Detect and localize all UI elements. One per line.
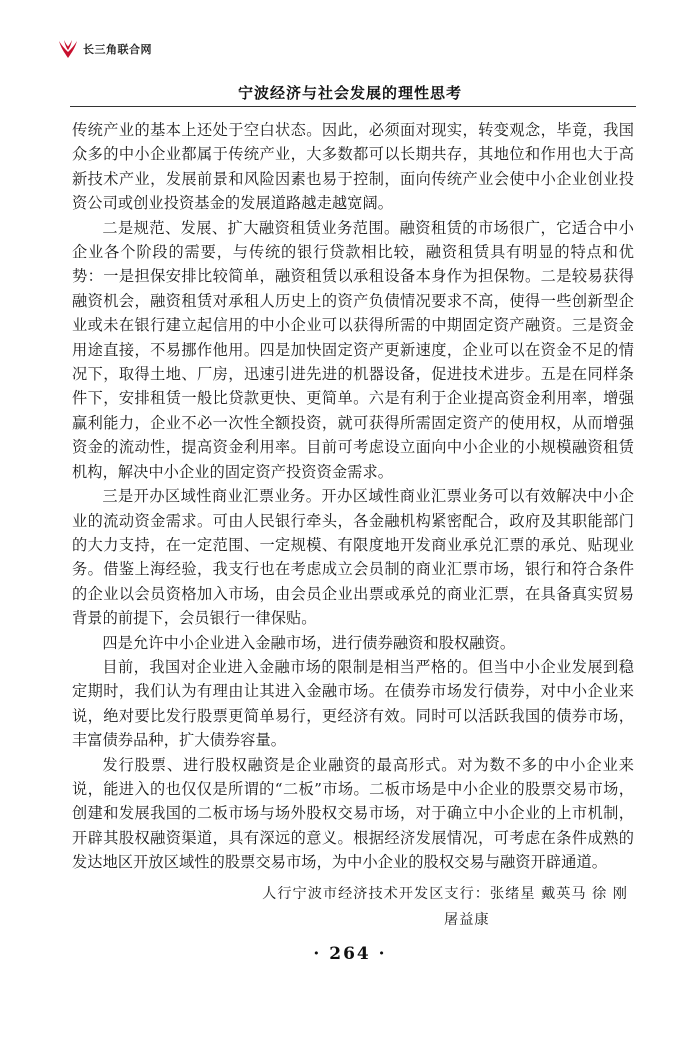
author-signature-continued: 屠益康 (444, 911, 490, 928)
paragraph: 四是允许中小企业进入金融市场，进行债券融资和股权融资。 (102, 633, 516, 652)
header-divider (70, 106, 636, 107)
paragraph: 二是规范、发展、扩大融资租赁业务范围。融资租赁的市场很广，它适合中小企业各个阶段的需要，与传统的银行贷款相比较，融资租赁具有明显的特点和优势：一是担保安排比较简单，融资租赁以承租设备本身作为担保物。二是较易获得融资机会，融资租赁对承租人历史上的资产负债情况要求不高，使得一些创新型企业或未在银行建立起信用的中小企业可以获得所需的中期固定资产融资。三是资金用途直接，不易挪作他用。四是加快固定资产更新速度，企业可以在资金不足的情况下，取得土地、厂房，迅速引进先进的机器设备，促进技术进步。五是在同样条件下，安排租赁一般比贷款更快、更简单。六是有利于企业提高资金利用率，增强赢利能力，企业不必一次性全额投资，就可获得所需固定资产的使用权，从而增强资金的流动性，提高资金利用率。目前可考虑设立面向中小企业的小规模融资租赁机构，解决中小企业的固定资产投资资金需求。 (72, 218, 634, 481)
running-header-title: 宁波经济与社会发展的理性思考 (237, 84, 462, 102)
paragraph: 发行股票、进行股权融资是企业融资的最高形式。对为数不多的中小企业来说，能进入的也仅仅是所谓的“二板”市场。二板市场是中小企业的股票交易市场，创建和发展我国的二板市场与场外股权交易市场，对于确立中小企业的上市机制，开辟其股权融资渠道，具有深远的意义。根据经济发展情况，可考虑在条件成熟的发达地区开放区域性的股票交易市场，为中小企业的股权交易与融资开辟通道。 (72, 755, 634, 872)
site-logo (57, 38, 152, 60)
article-body (72, 118, 634, 933)
three-delta-logo-icon (57, 38, 79, 60)
logo-text: 长三角联合网 (83, 43, 152, 56)
author-signature: 人行宁波市经济技术开发区支行：张绪星 戴英马 徐 刚 (262, 885, 628, 902)
paragraph: 三是开办区域性商业汇票业务。开办区域性商业汇票业务可以有效解决中小企业的流动资金需求。可由人民银行牵头，各金融机构紧密配合，政府及其职能部门的大力支持，在一定范围、一定规模、有限度地开发商业承兑汇票的承兑、贴现业务。借鉴上海经验，我支行也在考虑成立会员制的商业汇票市场，银行和符合条件的企业以会员资格加入市场，由会员企业出票或承兑的商业汇票，在具备真实贸易背景的前提下，会员银行一律保贴。 (72, 487, 634, 628)
page-number: · 264 · (313, 944, 387, 964)
paragraph: 目前，我国对企业进入金融市场的限制是相当严格的。但当中小企业发展到稳定期时，我们认为有理由让其进入金融市场。在债券市场发行债券，对中小企业来说，绝对要比发行股票更简单易行，更经济有效。同时可以活跃我国的债券市场，丰富债券品种，扩大债券容量。 (72, 657, 634, 750)
paragraph: 传统产业的基本上还处于空白状态。因此，必须面对现实，转变观念，毕竟，我国众多的中小企业都属于传统产业，大多数都可以长期共存，其地位和作用也大于高新技术产业，发展前景和风险因素也易于控制，面向传统产业会使中小企业创业投资公司或创业投资基金的发展道路越走越宽阔。 (72, 121, 634, 213)
